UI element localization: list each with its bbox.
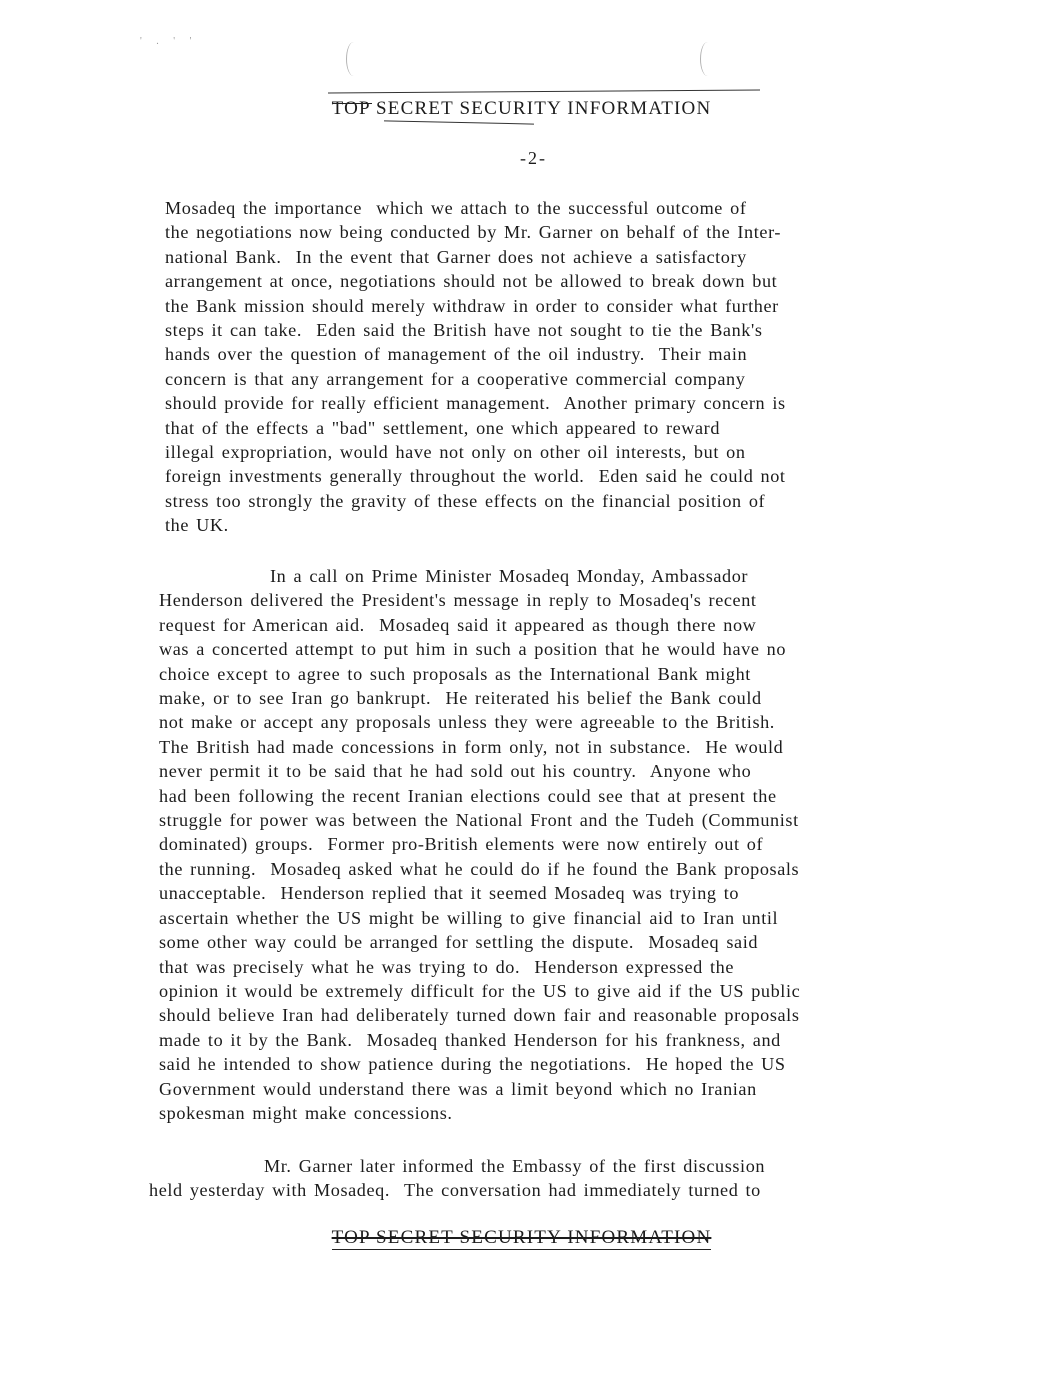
- text-line: that was precisely what he was trying to do. Henderson expressed the: [159, 956, 735, 977]
- text-line: The British had made concessions in form only, not in substance. He would: [159, 736, 784, 757]
- text-line: never permit it to be said that he had sold out his country. Anyone who: [159, 761, 752, 782]
- text-line: not make or accept any proposals unless they were agreeable to the British.: [159, 712, 775, 733]
- text-line: said he intended to show patience during the negotiations. He hoped the US: [159, 1054, 786, 1075]
- text-line: Henderson delivered the President's message in reply to Mosadeq's recent: [159, 590, 757, 611]
- text-line: that of the effects a "bad" settlement, one which appeared to reward: [165, 417, 721, 438]
- text-line: ascertain whether the US might be willing to give financial aid to Iran until: [159, 907, 779, 928]
- text-line: foreign investments generally throughout the world. Eden said he could not: [165, 466, 786, 487]
- text-line: illegal expropriation, would have not only on other oil interests, but on: [165, 442, 746, 463]
- text-line: steps it can take. Eden said the British have not sought to tie the Bank's: [165, 320, 763, 341]
- classification-footer: [0, 1228, 1043, 1247]
- text-line: In a call on Prime Minister Mosadeq Monday, Ambassador: [270, 566, 749, 586]
- text-line: choice except to agree to such proposals as the International Bank might: [159, 663, 751, 684]
- paragraph-1: [165, 196, 786, 538]
- paragraph-2: [159, 564, 800, 1125]
- text-line: national Bank. In the event that Garner does not achieve a satisfactory: [165, 246, 747, 267]
- classification-footer-text: TOP SECRET SECURITY INFORMATION: [331, 1227, 712, 1248]
- text-line: should provide for really efficient management. Another primary concern is: [165, 393, 786, 414]
- classification-header: [0, 99, 1043, 118]
- text-line: struggle for power was between the National Front and the Tudeh (Communist: [159, 810, 799, 831]
- paper-specks: ' . ' ': [140, 36, 198, 47]
- text-line: should believe Iran had deliberately turned down fair and reasonable proposals: [159, 1005, 800, 1026]
- text-line: the running. Mosadeq asked what he could do if he found the Bank proposals: [159, 858, 800, 879]
- text-line: opinion it would be extremely difficult for the US to give aid if the US public: [159, 980, 801, 1001]
- text-line: concern is that any arrangement for a cooperative commercial company: [165, 368, 746, 389]
- text-line: Government would understand there was a limit beyond which no Iranian: [159, 1078, 757, 1099]
- text-line: dominated) groups. Former pro-British elements were now entirely out of: [159, 834, 764, 855]
- text-line: was a concerted attempt to put him in such a position that he would have no: [159, 639, 787, 660]
- text-line: had been following the recent Iranian elections could see that at present the: [159, 785, 777, 806]
- text-line: the Bank mission should merely withdraw in order to consider what further: [165, 295, 779, 316]
- text-line: some other way could be arranged for settling the dispute. Mosadeq said: [159, 932, 759, 953]
- classification-underline: [384, 120, 534, 124]
- classification-header-text: TOP SECRET SECURITY INFORMATION: [331, 98, 712, 119]
- text-line: hands over the question of management of the oil industry. Their main: [165, 344, 748, 365]
- text-line: the negotiations now being conducted by Mr. Garner on behalf of the Inter-: [165, 222, 782, 243]
- text-line: spokesman might make concessions.: [159, 1102, 453, 1123]
- text-line: stress too strongly the gravity of these effects on the financial position of: [165, 490, 766, 511]
- binder-mark-left: [346, 42, 361, 76]
- text-line: the UK.: [165, 515, 229, 536]
- text-line: made to it by the Bank. Mosadeq thanked Henderson for his frankness, and: [159, 1029, 781, 1050]
- binder-mark-right: [700, 42, 715, 76]
- text-line: unacceptable. Henderson replied that it seemed Mosadeq was trying to: [159, 883, 740, 904]
- text-line: held yesterday with Mosadeq. The conversation had immediately turned to: [149, 1180, 761, 1201]
- text-line: make, or to see Iran go bankrupt. He reiterated his belief the Bank could: [159, 688, 762, 709]
- text-line: request for American aid. Mosadeq said it appeared as though there now: [159, 614, 757, 635]
- text-line: arrangement at once, negotiations should not be allowed to break down but: [165, 271, 778, 292]
- text-line: Mr. Garner later informed the Embassy of the first discussion: [264, 1156, 766, 1176]
- page-number: -2-: [520, 148, 547, 168]
- paragraph-3: [149, 1154, 765, 1203]
- text-line: Mosadeq the importance which we attach to the successful outcome of: [165, 198, 747, 218]
